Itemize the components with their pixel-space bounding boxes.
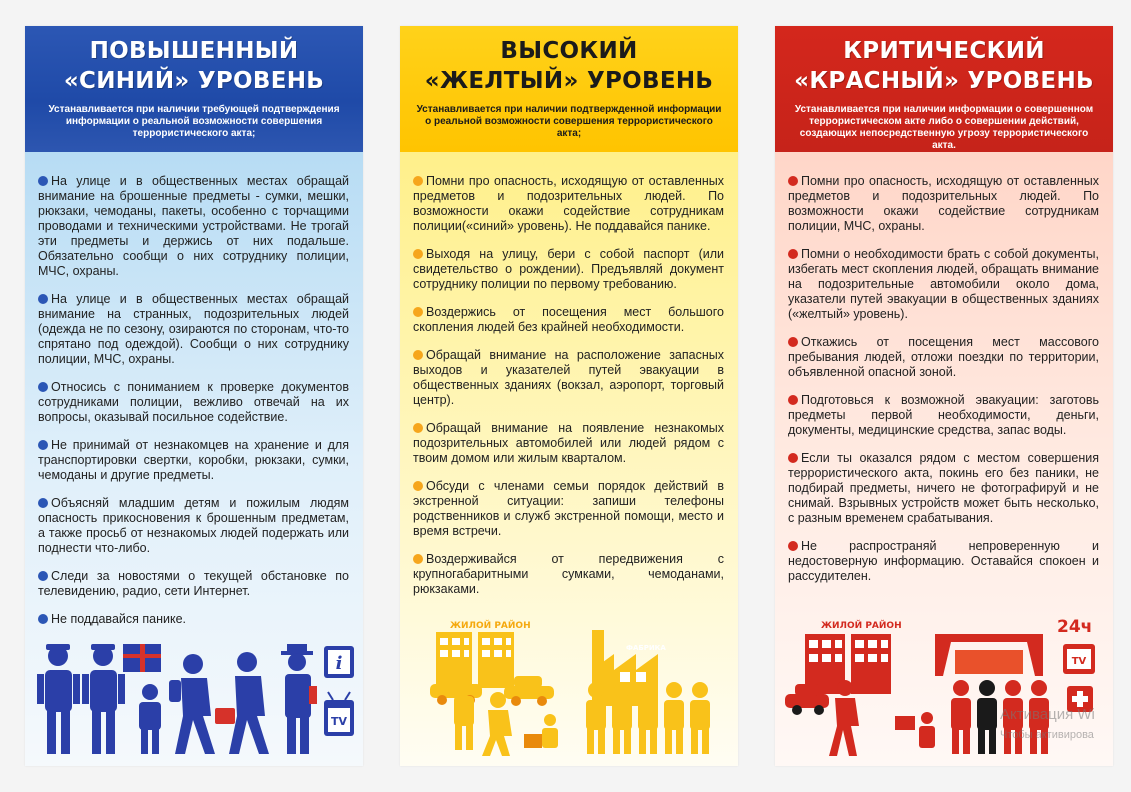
- list-item: [413, 421, 724, 466]
- bullet-dot-icon: [413, 176, 423, 186]
- panel-body: [400, 152, 738, 766]
- item-text: Не принимай от незнакомцев на хранение и для транспортировки свертки, коробки, рюкзаки, сумки, чемоданы и другие предметы.: [38, 438, 349, 482]
- bullet-dot-icon: [413, 350, 423, 360]
- factory-icon: [592, 630, 666, 706]
- item-text: Воздержись от посещения мест большого скопления людей без крайней необходимости.: [413, 305, 724, 334]
- panel-body: [25, 152, 363, 766]
- bullet-dot-icon: [413, 481, 423, 491]
- bullet-dot-icon: [38, 382, 48, 392]
- bullet-dot-icon: [788, 249, 798, 259]
- title-line-2: «КРАСНЫЙ» УРОВЕНЬ: [794, 68, 1094, 94]
- list-item: [788, 539, 1099, 584]
- item-text: Если ты оказался рядом с местом совершения террористического акта, покинь его без паники, не подбирай предметы, ничего не фотографируй и не снимай. Взрывных устройств может быть несколько, с разным временем срабатывания.: [788, 451, 1099, 525]
- list-item: [413, 348, 724, 408]
- walking-person-icon: [169, 654, 215, 754]
- man-with-hat-icon: [281, 644, 317, 754]
- watermark-line-1: Активация Wi: [1000, 706, 1095, 723]
- panel-title: [400, 36, 738, 96]
- info-sign-icon: [324, 646, 354, 678]
- bullet-dot-icon: [38, 498, 48, 508]
- list-item: [413, 247, 724, 292]
- bullet-dot-icon: [413, 554, 423, 564]
- item-text: Обращай внимание на появление незнакомых подозрительных автомобилей или людей рядом с твоим домом или жилым кварталом.: [413, 421, 724, 465]
- district-label: ЖИЛОЙ РАЙОН: [450, 621, 531, 631]
- suspicious-package-icon: [123, 644, 161, 672]
- item-text: Подготовься к возможной эвакуации: заготовь предметы первой необходимости, деньги, документы, медицинские средства, запас воды.: [788, 393, 1099, 437]
- bullet-dot-icon: [38, 571, 48, 581]
- panel-header: [775, 26, 1113, 152]
- list-item: [38, 569, 349, 599]
- bullet-dot-icon: [38, 294, 48, 304]
- title-line-2: «СИНИЙ» УРОВЕНЬ: [63, 68, 325, 94]
- package-icon: [895, 716, 915, 730]
- panel-blue-level: [25, 26, 363, 766]
- item-text: На улице и в общественных местах обращай внимание на брошенные предметы - сумки, мешки, рюкзаки, чемоданы, пакеты, особенно с торчащими проводами и техническими устройствами. Не трогай эти предметы и держись от них подальше. Обязательно сообщи о них сотруднику полиции, МЧС, охраны.: [38, 174, 349, 278]
- list-item: [38, 174, 349, 279]
- item-text: Не поддавайся панике.: [51, 612, 187, 626]
- bullet-dot-icon: [413, 307, 423, 317]
- item-text: Не распространяй непроверенную и недостоверную информацию. Оставайся спокоен и рассудителен.: [788, 539, 1099, 583]
- bullet-dot-icon: [788, 541, 798, 551]
- item-text: Объясняй младшим детям и пожилым людям опасность прикосновения к брошенным предметам, а также просьб от незнакомых людей подержать или поднести что-либо.: [38, 496, 349, 555]
- bullet-dot-icon: [413, 249, 423, 259]
- tv-sign-icon: [1063, 644, 1095, 674]
- item-text: Относись с пониманием к проверке документов сотрудниками полиции, вежливо отвечай на их вопросы, оказывай посильное содействие.: [38, 380, 349, 424]
- item-text: Обсуди с членами семьи порядок действий в экстренной ситуации: запиши телефоны родственников и служб экстренной помощи, место и время встречи.: [413, 479, 724, 538]
- factory-label: ФАБРИКА: [626, 644, 666, 652]
- bullet-dot-icon: [38, 440, 48, 450]
- item-text: Помни о необходимости брать с собой документы, избегать мест скопления людей, обращать внимание на подозрительные автомобили около дома, указатели путей эвакуации в общественных зданиях («желтый» уровень).: [788, 247, 1099, 321]
- list-item: [788, 247, 1099, 322]
- list-item: [38, 496, 349, 556]
- item-text: Выходя на улицу, бери с собой паспорт (или свидетельство о рождении). Предъявляй документ сотруднику полиции по первому требованию.: [413, 247, 724, 291]
- district-evacuation-illustration: [400, 616, 738, 766]
- panel-body: [775, 152, 1113, 766]
- title-line-1: ПОВЫШЕННЫЙ: [89, 38, 299, 64]
- bullet-dot-icon: [788, 176, 798, 186]
- list-item: [38, 292, 349, 367]
- list-item: [788, 335, 1099, 380]
- tv-sign-label: TV: [1071, 656, 1087, 667]
- crowd-icon: [454, 678, 710, 756]
- panel-header: [25, 26, 363, 152]
- bullet-dot-icon: [788, 395, 798, 405]
- list-item: [413, 174, 724, 234]
- list-item: [38, 380, 349, 425]
- list-item: [38, 438, 349, 483]
- title-line-1: ВЫСОКИЙ: [500, 38, 638, 64]
- hours-label: 24ч: [1057, 617, 1093, 637]
- list-item: [788, 393, 1099, 438]
- person-with-suitcase-icon: [215, 652, 269, 754]
- item-text: Обращай внимание на расположение запасных выходов и указателей путей эвакуации в общественных зданиях (вокзал, аэропорт, торговый центр).: [413, 348, 724, 407]
- item-text: На улице и в общественных местах обращай внимание на странных, подозрительных людей (одежда не по сезону, озираются по сторонам, что-то спрятано под одеждой). Сообщи о них сотруднику полиции, МЧС, охраны.: [38, 292, 349, 366]
- list-item: [413, 552, 724, 597]
- list-item: [788, 174, 1099, 234]
- tv-sign-icon: [324, 692, 354, 736]
- people-checkpoint-illustration: [25, 616, 363, 766]
- panel-subtitle: Устанавливается при наличии требующей подтверждения информации о реальной возможности совершения террористического акта;: [48, 104, 340, 139]
- os-activation-watermark: [1000, 706, 1095, 744]
- panel-title: [775, 36, 1113, 96]
- panel-subtitle: Устанавливается при наличии информации о совершенном террористическом акте либо о совершении действий, создающих непосредственную угрозу террористического акта.: [794, 104, 1094, 151]
- watermark-line-2: Чтобы активирова: [1000, 729, 1094, 741]
- list-item: [788, 451, 1099, 526]
- item-text: Воздерживайся от передвижения с крупногабаритными сумками, чемоданами, рюкзаками.: [413, 552, 724, 596]
- bullet-dot-icon: [788, 337, 798, 347]
- list-item: [413, 305, 724, 335]
- item-text: Помни про опасность, исходящую от оставленных предметов и подозрительных людей. По возможности окажи содействие сотрудникам полиции, МЧС, охраны.: [788, 174, 1099, 233]
- title-line-2: «ЖЕЛТЫЙ» УРОВЕНЬ: [424, 68, 714, 94]
- info-sign-label: i: [335, 653, 343, 674]
- list-item: [413, 479, 724, 539]
- theater-stage-icon: [935, 634, 1043, 676]
- item-text: Откажись от посещения мест массового пребывания людей, отложи поездки по территории, объявленной опасной зоной.: [788, 335, 1099, 379]
- child-icon: [139, 684, 161, 754]
- item-text: Помни про опасность, исходящую от оставленных предметов и подозрительных людей. По возможности окажи содействие сотрудникам полиции(«синий» уровень). Не поддавайся панике.: [413, 174, 724, 233]
- panel-red-level: [775, 26, 1113, 766]
- panel-title: [25, 36, 363, 96]
- police-officer-icon: [82, 644, 125, 754]
- panel-subtitle: Устанавливается при наличии подтвержденной информации о реальной возможности совершения террористического акта;: [416, 104, 722, 139]
- bullet-dot-icon: [38, 176, 48, 186]
- panel-yellow-level: [400, 26, 738, 766]
- district-label: ЖИЛОЙ РАЙОН: [821, 621, 902, 631]
- panel-header: [400, 26, 738, 152]
- bullet-dot-icon: [788, 453, 798, 463]
- item-text: Следи за новостями о текущей обстановке по телевидению, радио, сети Интернет.: [38, 569, 349, 598]
- police-officer-icon: [37, 644, 80, 754]
- tv-sign-label: TV: [330, 715, 348, 728]
- bullet-dot-icon: [413, 423, 423, 433]
- package-icon: [524, 734, 542, 748]
- title-line-1: КРИТИЧЕСКИЙ: [843, 38, 1045, 64]
